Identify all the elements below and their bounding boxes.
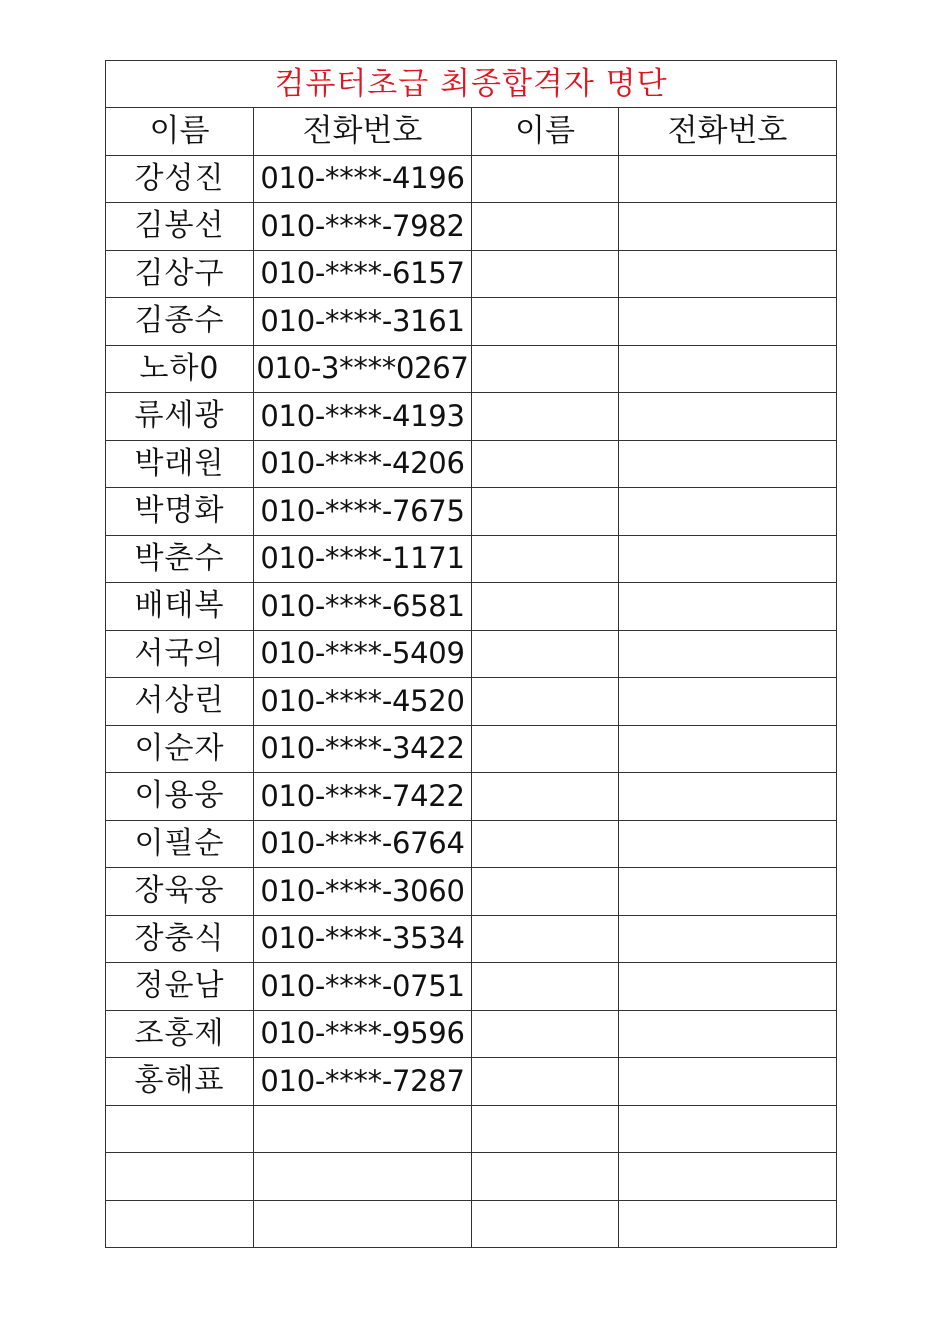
phone-cell: 010-****-7982 <box>254 203 472 251</box>
name-cell: 박명화 <box>106 488 254 536</box>
phone-cell: 010-****-3161 <box>254 298 472 346</box>
phone-cell: 010-****-1171 <box>254 535 472 583</box>
empty-table-row <box>106 1200 837 1248</box>
empty-name-cell <box>472 630 619 678</box>
table-body <box>106 61 837 1248</box>
table-row <box>106 868 837 916</box>
name-cell: 정윤남 <box>106 963 254 1011</box>
empty-name-cell <box>472 535 619 583</box>
table-row <box>106 488 837 536</box>
phone-cell: 010-****-6157 <box>254 250 472 298</box>
empty-phone-cell <box>619 725 837 773</box>
empty-phone-cell <box>619 773 837 821</box>
name-cell: 장충식 <box>106 915 254 963</box>
phone-cell: 010-****-4206 <box>254 440 472 488</box>
table-row <box>106 630 837 678</box>
name-cell: 조홍제 <box>106 1010 254 1058</box>
empty-name-cell <box>472 298 619 346</box>
phone-cell: 010-****-3422 <box>254 725 472 773</box>
empty-phone-cell <box>619 298 837 346</box>
empty-name-cell <box>472 820 619 868</box>
name-cell: 박래원 <box>106 440 254 488</box>
table-row <box>106 678 837 726</box>
empty-name-cell <box>472 678 619 726</box>
table-row <box>106 820 837 868</box>
empty-phone-cell <box>619 393 837 441</box>
empty-name-cell <box>472 1153 619 1201</box>
name-cell: 김종수 <box>106 298 254 346</box>
empty-name-cell <box>472 393 619 441</box>
header-phone-left: 전화번호 <box>254 108 472 156</box>
table-row <box>106 583 837 631</box>
phone-cell: 010-****-4520 <box>254 678 472 726</box>
table-row <box>106 298 837 346</box>
empty-phone-cell <box>619 820 837 868</box>
empty-name-cell <box>106 1200 254 1248</box>
table-row <box>106 535 837 583</box>
empty-phone-cell <box>619 868 837 916</box>
table-row <box>106 203 837 251</box>
empty-name-cell <box>472 155 619 203</box>
empty-phone-cell <box>619 630 837 678</box>
phone-cell: 010-****-3060 <box>254 868 472 916</box>
table-row <box>106 963 837 1011</box>
empty-phone-cell <box>619 963 837 1011</box>
name-cell: 강성진 <box>106 155 254 203</box>
table-row <box>106 725 837 773</box>
name-cell: 홍해표 <box>106 1058 254 1106</box>
empty-name-cell <box>472 963 619 1011</box>
empty-phone-cell <box>619 1010 837 1058</box>
empty-phone-cell <box>254 1105 472 1153</box>
empty-name-cell <box>472 488 619 536</box>
phone-cell: 010-****-9596 <box>254 1010 472 1058</box>
empty-name-cell <box>472 725 619 773</box>
phone-cell: 010-****-3534 <box>254 915 472 963</box>
empty-phone-cell <box>254 1153 472 1201</box>
table-row <box>106 773 837 821</box>
empty-name-cell <box>472 1058 619 1106</box>
name-cell: 이용웅 <box>106 773 254 821</box>
empty-phone-cell <box>619 1200 837 1248</box>
empty-phone-cell <box>619 678 837 726</box>
empty-name-cell <box>472 203 619 251</box>
phone-cell: 010-****-7287 <box>254 1058 472 1106</box>
header-name-right: 이름 <box>472 108 619 156</box>
empty-name-cell <box>472 345 619 393</box>
header-row <box>106 108 837 156</box>
empty-name-cell <box>106 1153 254 1201</box>
empty-phone-cell <box>619 345 837 393</box>
empty-phone-cell <box>619 440 837 488</box>
phone-cell: 010-****-5409 <box>254 630 472 678</box>
empty-phone-cell <box>619 1153 837 1201</box>
empty-table-row <box>106 1153 837 1201</box>
empty-phone-cell <box>619 155 837 203</box>
name-cell: 김봉선 <box>106 203 254 251</box>
name-cell: 노하0 <box>106 345 254 393</box>
table-row <box>106 155 837 203</box>
name-cell: 서국의 <box>106 630 254 678</box>
table-row <box>106 440 837 488</box>
empty-phone-cell <box>619 535 837 583</box>
name-cell: 이필순 <box>106 820 254 868</box>
phone-cell: 010-****-7675 <box>254 488 472 536</box>
table-row <box>106 1010 837 1058</box>
table-row <box>106 915 837 963</box>
phone-cell: 010-****-6764 <box>254 820 472 868</box>
empty-phone-cell <box>619 1105 837 1153</box>
empty-name-cell <box>472 915 619 963</box>
empty-name-cell <box>472 1200 619 1248</box>
phone-cell: 010-****-7422 <box>254 773 472 821</box>
phone-cell: 010-****-6581 <box>254 583 472 631</box>
name-cell: 서상린 <box>106 678 254 726</box>
empty-phone-cell <box>619 583 837 631</box>
empty-table-row <box>106 1105 837 1153</box>
name-cell: 이순자 <box>106 725 254 773</box>
table-row <box>106 1058 837 1106</box>
empty-phone-cell <box>619 915 837 963</box>
empty-name-cell <box>472 440 619 488</box>
applicant-list-table <box>105 60 837 1248</box>
phone-cell: 010-****-4193 <box>254 393 472 441</box>
empty-name-cell <box>472 868 619 916</box>
name-cell: 류세광 <box>106 393 254 441</box>
empty-phone-cell <box>254 1200 472 1248</box>
phone-cell: 010-****-0751 <box>254 963 472 1011</box>
empty-phone-cell <box>619 203 837 251</box>
name-cell: 박춘수 <box>106 535 254 583</box>
title-row <box>106 61 837 108</box>
table-row <box>106 250 837 298</box>
page-title: 컴퓨터초급 최종합격자 명단 <box>106 61 837 108</box>
name-cell: 김상구 <box>106 250 254 298</box>
table-row <box>106 345 837 393</box>
table-row <box>106 393 837 441</box>
empty-name-cell <box>472 773 619 821</box>
phone-cell: 010-3****0267 <box>254 345 472 393</box>
empty-phone-cell <box>619 1058 837 1106</box>
name-cell: 장육웅 <box>106 868 254 916</box>
empty-name-cell <box>472 1105 619 1153</box>
name-cell: 배태복 <box>106 583 254 631</box>
empty-name-cell <box>472 250 619 298</box>
phone-cell: 010-****-4196 <box>254 155 472 203</box>
empty-name-cell <box>472 1010 619 1058</box>
empty-phone-cell <box>619 250 837 298</box>
header-name-left: 이름 <box>106 108 254 156</box>
empty-name-cell <box>472 583 619 631</box>
empty-name-cell <box>106 1105 254 1153</box>
header-phone-right: 전화번호 <box>619 108 837 156</box>
empty-phone-cell <box>619 488 837 536</box>
